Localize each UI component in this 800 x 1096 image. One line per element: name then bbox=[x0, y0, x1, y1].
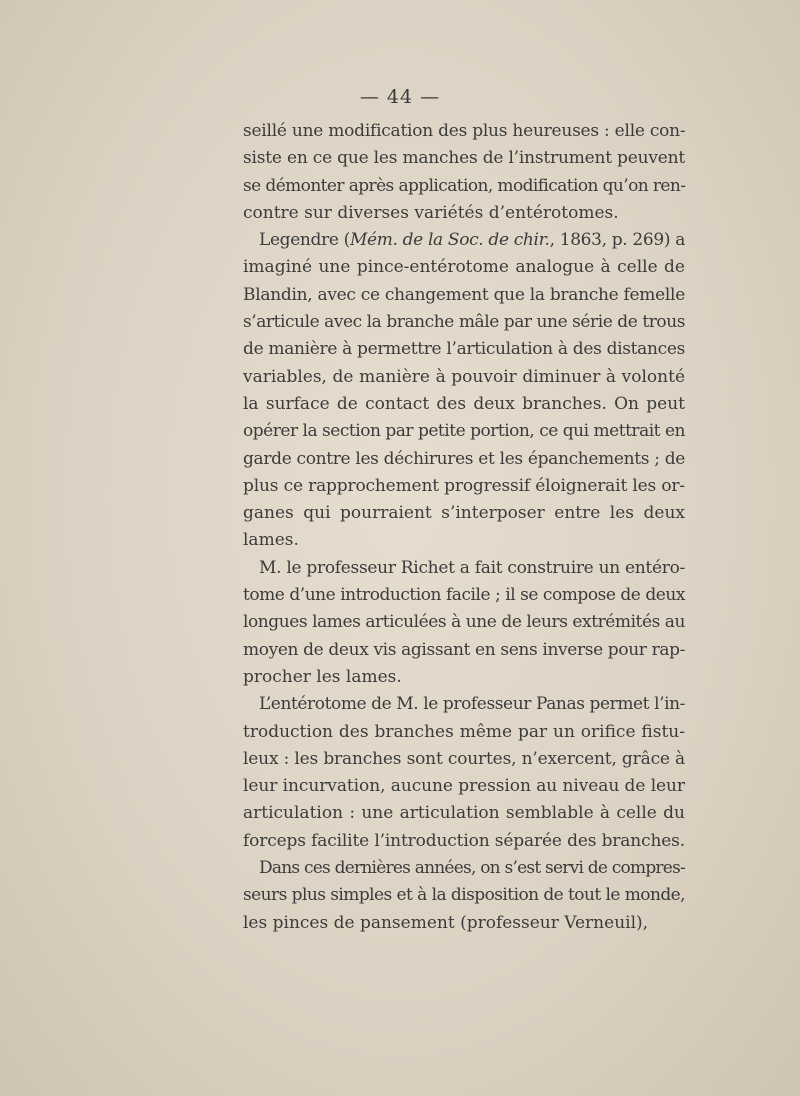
text-line: seillé une modification des plus heureuses : elle con- bbox=[243, 121, 686, 141]
text-line: siste en ce que les manches de l’instrument peuvent bbox=[243, 148, 685, 169]
text-line: moyen de deux vis agissant en sens inverse pour rap- bbox=[243, 639, 685, 660]
text-line: variables, de manière à pouvoir diminuer à volonté bbox=[243, 366, 685, 387]
text-line-legendre bbox=[243, 227, 685, 254]
text-line: Blandin, avec ce changement que la branche femelle bbox=[243, 284, 685, 305]
text-line: garde contre les déchirures et les épanchements ; de bbox=[243, 448, 686, 469]
text-line: M. le professeur Richet a fait construire un entéro- bbox=[259, 557, 685, 578]
text-line: procher les lames. bbox=[243, 666, 402, 687]
text-line: L’entérotome de M. le professeur Panas permet l’in- bbox=[259, 694, 685, 715]
body-text bbox=[243, 118, 685, 937]
journal-title: Mém. de la Soc. de chir. bbox=[349, 230, 550, 251]
text-line: plus ce rapprochement progressif éloignerait les or- bbox=[243, 475, 685, 496]
text-line: la surface de contact des deux branches. On peut bbox=[243, 393, 685, 414]
text-line: troduction des branches même par un orifice fistu- bbox=[243, 721, 685, 742]
text-line: leux : les branches sont courtes, n’exercent, grâce à bbox=[243, 748, 686, 769]
page-number: — 44 — bbox=[359, 86, 441, 108]
text-line: articulation : une articulation semblable à celle du bbox=[243, 803, 685, 824]
text-line: lames. bbox=[243, 530, 299, 551]
text-line: ganes qui pourraient s’interposer entre les deux bbox=[243, 503, 685, 524]
text-line: tome d’une introduction facile ; il se compose de deux bbox=[243, 585, 685, 606]
text-line: contre sur diverses variétés d’entérotomes. bbox=[243, 202, 619, 223]
text-line: se démonter après application, modification qu’on ren- bbox=[243, 175, 686, 196]
legendre-after: , 1863, p. 269) a bbox=[549, 230, 686, 251]
text-line: les pinces de pansement (professeur Verneuil), bbox=[243, 912, 649, 933]
text-line: longues lames articulées à une de leurs extrémités au bbox=[243, 612, 686, 633]
text-line: seurs plus simples et à la disposition de tout le monde, bbox=[243, 885, 686, 906]
text-line: s’articule avec la branche mâle par une série de trous bbox=[243, 312, 685, 333]
text-line: Dans ces dernières années, on s’est servi de compres- bbox=[259, 858, 686, 879]
text-line: imaginé une pince-entérotome analogue à celle de bbox=[243, 257, 685, 278]
text-line: de manière à permettre l’articulation à des distances bbox=[243, 339, 685, 360]
text-line: leur incurvation, aucune pression au niveau de leur bbox=[243, 776, 685, 797]
legendre-before: Legendre ( bbox=[259, 230, 350, 251]
text-line: forceps facilite l’introduction séparée des branches. bbox=[243, 830, 686, 851]
text-line: opérer la section par petite portion, ce qui mettrait en bbox=[243, 421, 685, 442]
